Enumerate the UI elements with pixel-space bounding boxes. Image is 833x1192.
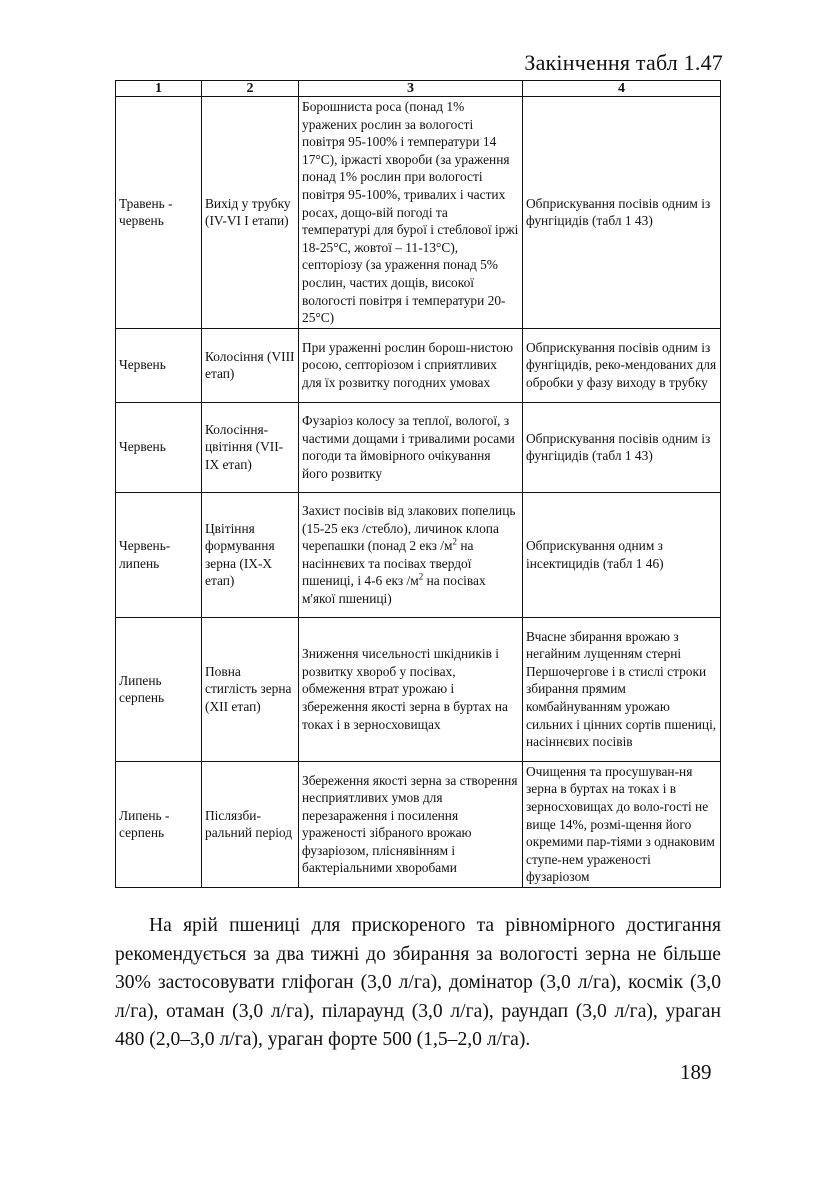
period-cell: Червень	[116, 402, 202, 492]
measure-cell: Обприскування посівів одним із фунгіцидів (табл 1 43)	[523, 402, 721, 492]
problem-text-part: на насіннєвих та посівах твердої пшениці, і 4-6 екз /м	[302, 538, 474, 589]
phase-cell: Колосіння-цвітіння (VII-IX етап)	[202, 402, 299, 492]
measure-cell: Обприскування одним з інсектицидів (табл 1 46)	[523, 492, 721, 617]
table-caption: Закінчення табл 1.47	[524, 50, 723, 75]
measure-cell: Обприскування посівів одним із фунгіцидів (табл 1 43)	[523, 97, 721, 329]
page-number: 189	[680, 1060, 712, 1084]
header-col-2: 2	[202, 81, 299, 97]
superscript: 2	[418, 571, 424, 582]
table-row	[116, 97, 721, 329]
phase-cell: Повна стиглість зерна (XII етап)	[202, 617, 299, 761]
problem-cell	[299, 492, 523, 617]
table-row	[116, 761, 721, 887]
table-row	[116, 402, 721, 492]
phase-cell: Післязби-ральний період	[202, 761, 299, 887]
table-row	[116, 492, 721, 617]
measure-cell: Очищення та просушуван-ня зерна в буртах на токах і в зерносховищах до воло-гості не вище 14%, розмі-щення його окремими пар-тіями з однаковим ступе-нем ураженості фузаріозом	[523, 761, 721, 887]
header-col-3: 3	[299, 81, 523, 97]
problem-cell: Зниження чисельності шкідників і розвитку хвороб у посівах, обмеження втрат урожаю і збереження якості зерна в буртах на токах і в зерносховищах	[299, 617, 523, 761]
problem-text-part: на посівах м'якої пшениці)	[302, 573, 486, 606]
phase-cell: Цвітіння формування зерна (IX-X етап)	[202, 492, 299, 617]
table-header-row	[116, 81, 721, 97]
problem-cell: При ураженні рослин борош-нистою росою, септоріозом і сприятливих для їх розвитку погодних умовах	[299, 328, 523, 402]
problem-cell: Борошниста роса (понад 1% уражених рослин за вологості повітря 95-100% і температури 14 17°С), іржасті хвороби (за ураження понад 1% рослин при вологості повітря 95-100%, тривалих і частих росах, дощо-вій погоді та температурі для бурої і стеблової іржі 18-25°С, жовтої – 11-13°С), септоріозу (за ураження понад 5% рослин, частих дощів, високої вологості повітря і температури 20-25°С)	[299, 97, 523, 329]
recommendations-table	[115, 80, 721, 888]
phase-cell: Колосіння (VIII етап)	[202, 328, 299, 402]
problem-cell: Збереження якості зерна за створення несприятливих умов для перезараження і посилення ураженості зібраного врожаю фузаріозом, пліснявінням і бактеріальними хворобами	[299, 761, 523, 887]
table-row	[116, 617, 721, 761]
period-cell: Травень - червень	[116, 97, 202, 329]
measure-cell: Вчасне збирання врожаю з негайним лущенням стерні Першочергове і в стислі строки збирання прямим комбайнуванням урожаю сильних і цінних сортів пшениці, насіннєвих посівів	[523, 617, 721, 761]
period-cell: Липень серпень	[116, 617, 202, 761]
body-paragraph: На ярій пшениці для прискореного та рівномірного достигання рекомендується за два тижні до збирання за вологості зерна не більше 30% застосовувати гліфоган (3,0 л/га), домінатор (3,0 л/га), космік (3,0 л/га), отаман (3,0 л/га), пілараунд (3,0 л/га), раундап (3,0 л/га), ураган 480 (2,0–3,0 л/га), ураган форте 500 (1,5–2,0 л/га).	[115, 915, 721, 1050]
header-col-1: 1	[116, 81, 202, 97]
superscript: 2	[452, 536, 457, 547]
measure-cell: Обприскування посівів одним із фунгіцидів, реко-мендованих для обробки у фазу виходу в трубку	[523, 328, 721, 402]
header-col-4: 4	[523, 81, 721, 97]
period-cell: Червень	[116, 328, 202, 402]
table-row	[116, 328, 721, 402]
period-cell: Липень - серпень	[116, 761, 202, 887]
problem-text-part: Захист посівів від злакових попелиць (15-25 екз /стебло), личинок клопа черепашки (понад 2 екз /м	[302, 502, 516, 554]
phase-cell: Вихід у трубку (IV-VI I етапи)	[202, 97, 299, 329]
period-cell: Червень-липень	[116, 492, 202, 617]
problem-cell: Фузаріоз колосу за теплої, вологої, з частими дощами і тривалими росами погоди та ймовірного очікування його розвитку	[299, 402, 523, 492]
